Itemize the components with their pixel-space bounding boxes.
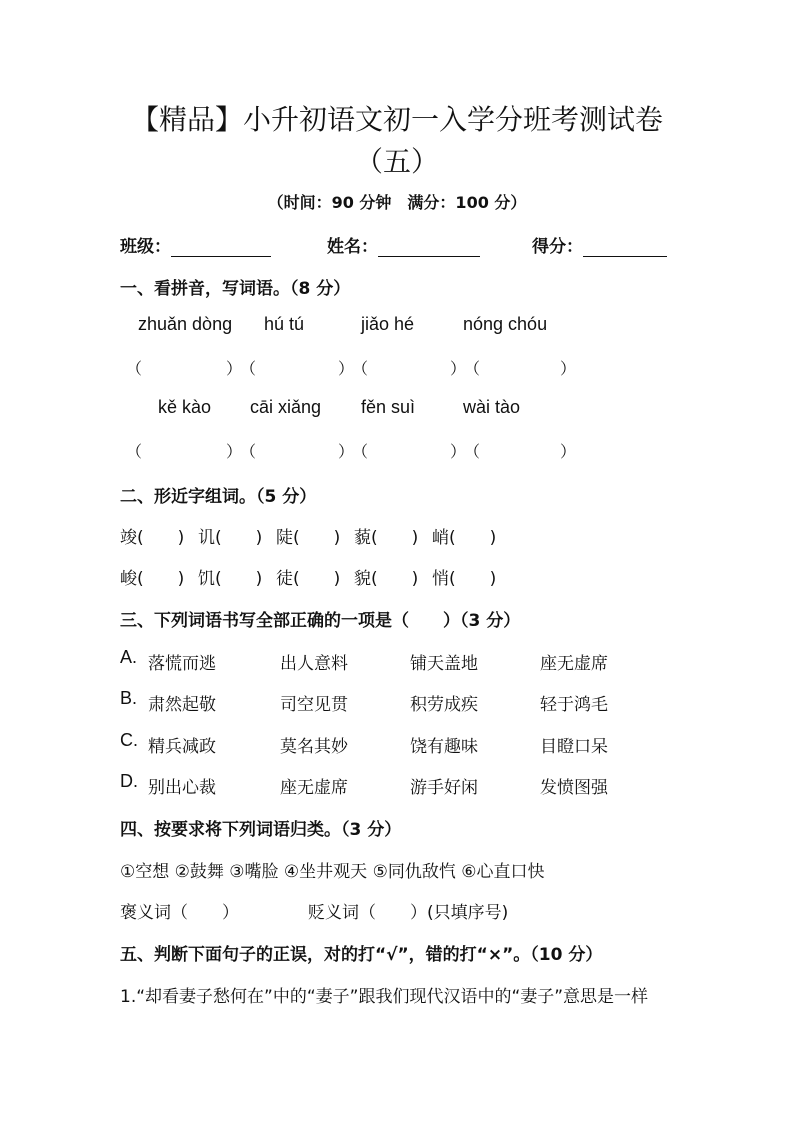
judgement-question-1: 1.“却看妻子愁何在”中的“妻子”跟我们现代汉语中的“妻子”意思是一样 — [120, 987, 649, 1007]
option-word: 饶有趣味 — [410, 737, 478, 757]
answer-paren-open[interactable]: （ — [126, 442, 143, 461]
option-word: 莫名其妙 — [280, 737, 348, 757]
section-5-title: 五、判断下面句子的正误，对的打“√”，错的打“×”。（10 分） — [120, 945, 603, 965]
char-item[interactable]: 藐( ) — [354, 528, 419, 548]
name-blank[interactable] — [378, 238, 480, 257]
page-title: 【精品】小升初语文初一入学分班考测试卷 — [130, 103, 663, 136]
answer-paren-close: ） — [338, 442, 355, 461]
char-item[interactable]: 峻( ) — [120, 569, 185, 589]
option-word: 座无虚席 — [280, 778, 348, 798]
section-2-title: 二、形近字组词。（5 分） — [120, 487, 317, 507]
name-field[interactable] — [327, 232, 480, 257]
section-3-title: 三、下列词语书写全部正确的一项是（ ）（3 分） — [120, 611, 521, 631]
option-word: 轻于鸿毛 — [540, 695, 608, 715]
score-label: 得分： — [532, 237, 583, 257]
pinyin-item: fěn suì — [361, 397, 416, 417]
pinyin-item: cāi xiǎng — [250, 397, 322, 417]
answer-paren-close: ） — [450, 442, 467, 461]
pinyin-item: wài tào — [463, 397, 521, 417]
answer-paren-open[interactable]: （ — [240, 442, 257, 461]
char-item[interactable]: 徒( ) — [276, 569, 341, 589]
answer-paren-close: ） — [560, 359, 577, 378]
option-d-letter[interactable]: D. — [120, 771, 138, 791]
char-item[interactable]: 貌( ) — [354, 569, 419, 589]
char-item[interactable]: 陡( ) — [276, 528, 341, 548]
answer-paren-open[interactable]: （ — [240, 359, 257, 378]
option-word: 发愤图强 — [540, 778, 608, 798]
page-title-number: （五） — [354, 145, 439, 178]
answer-paren-open[interactable]: （ — [126, 359, 143, 378]
option-word: 出人意料 — [280, 654, 348, 674]
option-word: 别出心裁 — [148, 778, 216, 798]
answer-paren-close: ） — [226, 359, 243, 378]
word-list: ①空想 ②鼓舞 ③嘴脸 ④坐井观天 ⑤同仇敌忾 ⑥心直口快 — [120, 862, 545, 882]
score-blank[interactable] — [583, 238, 667, 257]
char-item[interactable]: 讥( ) — [198, 528, 263, 548]
pinyin-item: jiǎo hé — [361, 314, 415, 334]
char-item[interactable]: 饥( ) — [198, 569, 263, 589]
class-field[interactable] — [120, 232, 271, 257]
class-label: 班级： — [120, 237, 171, 257]
option-word: 落慌而逃 — [148, 654, 216, 674]
section-1-title: 一、看拼音，写词语。（8 分） — [120, 279, 351, 299]
answer-paren-open[interactable]: （ — [352, 359, 369, 378]
pinyin-item: zhuǎn dòng — [138, 314, 233, 334]
class-blank[interactable] — [171, 238, 271, 257]
answer-paren-open[interactable]: （ — [464, 359, 481, 378]
pinyin-item: nóng chóu — [463, 314, 548, 334]
answer-paren-close: ） — [560, 442, 577, 461]
answer-paren-close: ） — [450, 359, 467, 378]
answer-paren-close: ） — [226, 442, 243, 461]
score-field[interactable] — [532, 232, 667, 257]
option-word: 积劳成疾 — [410, 695, 478, 715]
option-word: 游手好闲 — [410, 778, 478, 798]
char-item[interactable]: 峭( ) — [432, 528, 497, 548]
char-item[interactable]: 竣( ) — [120, 528, 185, 548]
answer-paren-open[interactable]: （ — [464, 442, 481, 461]
pinyin-item: hú tú — [264, 314, 305, 334]
option-word: 座无虚席 — [540, 654, 608, 674]
exam-time-score: （时间：90 分钟 满分：100 分） — [267, 193, 527, 212]
derogatory-words-blank[interactable]: 贬义词（ ）(只填序号) — [308, 903, 509, 923]
praise-words-blank[interactable]: 褒义词（ ） — [120, 903, 239, 923]
option-word: 司空见贯 — [280, 695, 348, 715]
option-a-letter[interactable]: A. — [120, 647, 138, 667]
section-4-title: 四、按要求将下列词语归类。（3 分） — [120, 820, 402, 840]
option-c-letter[interactable]: C. — [120, 730, 138, 750]
char-item[interactable]: 悄( ) — [432, 569, 497, 589]
option-word: 目瞪口呆 — [540, 737, 608, 757]
answer-paren-close: ） — [338, 359, 355, 378]
option-b-letter[interactable]: B. — [120, 688, 138, 708]
option-word: 精兵减政 — [148, 737, 216, 757]
option-word: 铺天盖地 — [410, 654, 478, 674]
name-label: 姓名： — [327, 237, 378, 257]
pinyin-item: kě kào — [158, 397, 212, 417]
option-word: 肃然起敬 — [148, 695, 216, 715]
answer-paren-open[interactable]: （ — [352, 442, 369, 461]
